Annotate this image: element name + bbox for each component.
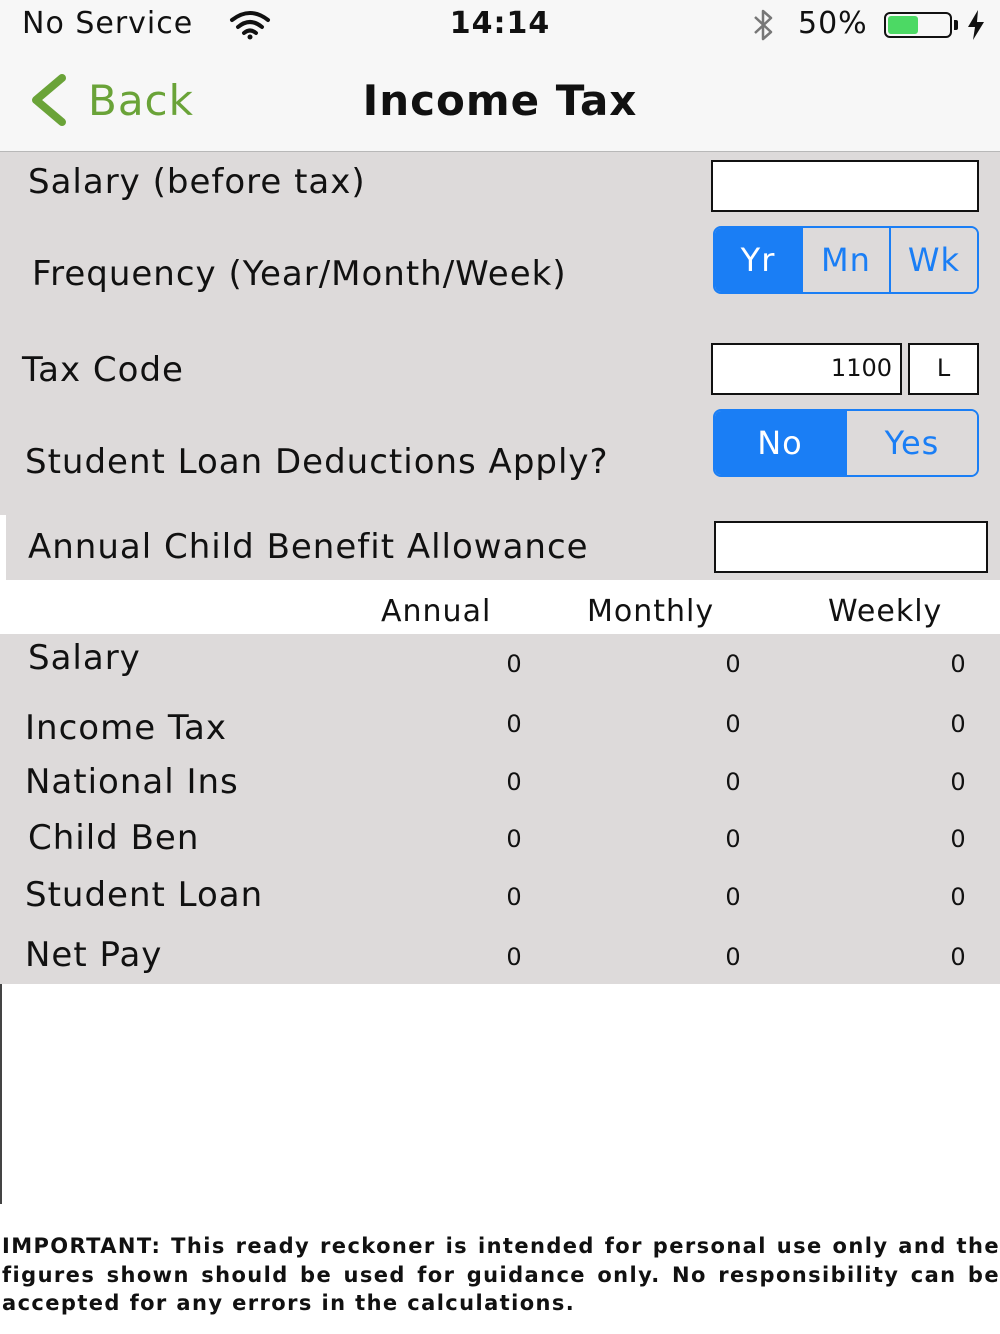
frequency-option-week[interactable]: Wk xyxy=(889,228,977,292)
results-table xyxy=(0,634,1000,984)
student-loan-segmented-control xyxy=(713,409,979,477)
value-salary-weekly: 0 xyxy=(950,650,966,678)
battery-nub xyxy=(954,20,958,30)
value-student-loan-annual: 0 xyxy=(506,883,522,911)
value-income-tax-weekly: 0 xyxy=(950,710,966,738)
value-student-loan-weekly: 0 xyxy=(950,883,966,911)
battery-percent: 50% xyxy=(798,6,868,41)
value-income-tax-annual: 0 xyxy=(506,710,522,738)
value-national-ins-monthly: 0 xyxy=(725,768,741,796)
tax-code-label: Tax Code xyxy=(22,350,184,390)
student-loan-option-yes[interactable]: Yes xyxy=(845,411,977,475)
column-header-monthly: Monthly xyxy=(587,594,715,629)
clock: 14:14 xyxy=(449,6,551,41)
battery-icon xyxy=(884,12,952,38)
value-salary-annual: 0 xyxy=(506,650,522,678)
value-child-ben-annual: 0 xyxy=(506,825,522,853)
column-header-weekly: Weekly xyxy=(828,594,943,629)
frequency-option-year[interactable]: Yr xyxy=(715,228,801,292)
value-net-pay-annual: 0 xyxy=(506,943,522,971)
status-bar xyxy=(0,0,1000,50)
value-salary-monthly: 0 xyxy=(725,650,741,678)
row-label-national-ins: National Ins xyxy=(25,762,239,802)
student-loan-option-no[interactable]: No xyxy=(715,411,845,475)
back-button-label: Back xyxy=(88,75,194,125)
carrier-label: No Service xyxy=(22,6,194,41)
salary-label: Salary (before tax) xyxy=(28,162,366,202)
row-label-salary: Salary xyxy=(28,638,141,678)
value-income-tax-monthly: 0 xyxy=(725,710,741,738)
navigation-bar xyxy=(0,50,1000,152)
value-child-ben-monthly: 0 xyxy=(725,825,741,853)
form-edge xyxy=(0,515,6,580)
row-label-child-ben: Child Ben xyxy=(28,818,200,858)
value-net-pay-weekly: 0 xyxy=(950,943,966,971)
tax-code-letter-input[interactable]: L xyxy=(908,343,979,395)
frequency-option-month[interactable]: Mn xyxy=(801,228,889,292)
value-net-pay-monthly: 0 xyxy=(725,943,741,971)
value-student-loan-monthly: 0 xyxy=(725,883,741,911)
charging-icon xyxy=(964,8,988,42)
salary-input[interactable] xyxy=(711,160,979,212)
row-label-net-pay: Net Pay xyxy=(25,935,163,975)
value-national-ins-annual: 0 xyxy=(506,768,522,796)
bluetooth-icon xyxy=(748,8,778,42)
value-national-ins-weekly: 0 xyxy=(950,768,966,796)
frequency-segmented-control xyxy=(713,226,979,294)
page-title: Income Tax xyxy=(362,76,638,125)
frequency-label: Frequency (Year/Month/Week) xyxy=(32,254,567,294)
student-loan-label: Student Loan Deductions Apply? xyxy=(25,442,609,482)
tax-code-number-input[interactable]: 1100 xyxy=(711,343,902,395)
child-benefit-label: Annual Child Benefit Allowance xyxy=(28,527,589,567)
disclaimer-text: IMPORTANT: This ready reckoner is intended for personal use only and the figures shown should be used for guidance only. No responsibility can be accepted for any errors in the calculations. xyxy=(2,1234,1000,1315)
battery-fill xyxy=(888,16,918,34)
row-label-student-loan: Student Loan xyxy=(25,875,264,915)
column-header-annual: Annual xyxy=(381,594,492,629)
child-benefit-input[interactable] xyxy=(714,521,988,573)
screen-edge xyxy=(0,984,2,1204)
value-child-ben-weekly: 0 xyxy=(950,825,966,853)
row-label-income-tax: Income Tax xyxy=(25,708,228,748)
